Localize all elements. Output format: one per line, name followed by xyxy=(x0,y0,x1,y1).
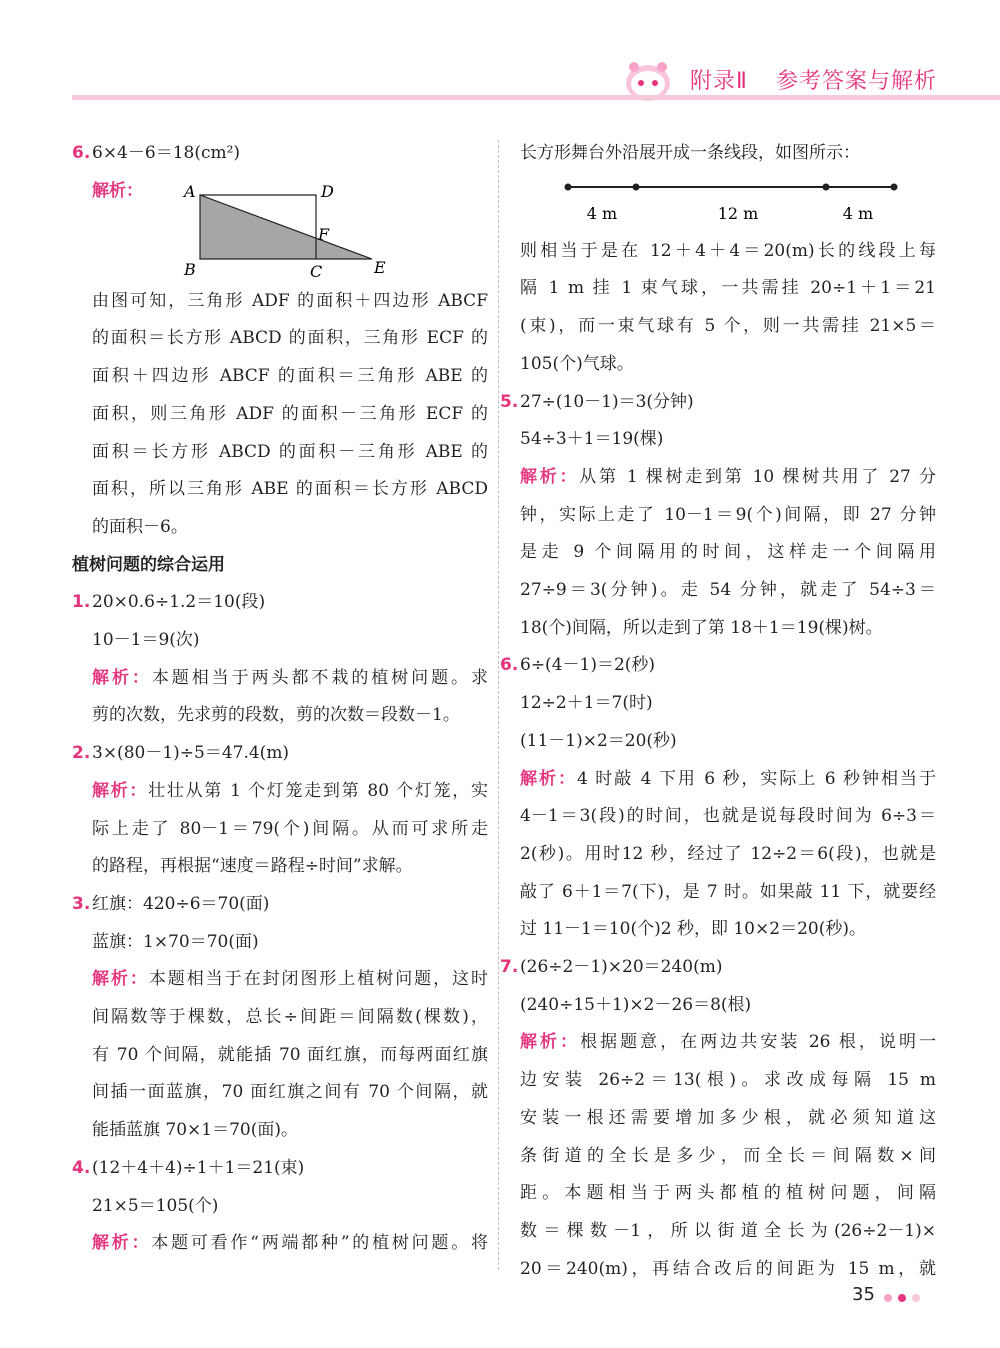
q3-formula-2: 蓝旗：1×70＝70(面) xyxy=(92,931,259,952)
q6r-formula-1: 6. 6÷(4－1)＝2(秒) xyxy=(500,655,656,676)
q7-analysis-7: 20＝240(m)，再结合改后的间距为 15 m，就 xyxy=(520,1258,936,1279)
q5-analysis-1: 解析：从第 1 棵树走到第 10 棵树共用了 27 分 xyxy=(520,466,936,487)
label-a: A xyxy=(184,181,196,201)
header-title: 参考答案与解析 xyxy=(776,69,938,94)
label-f: F xyxy=(318,224,330,244)
label-d: D xyxy=(321,181,334,201)
q5-analysis-5: 18(个)间隔，所以走到了第 18＋1＝19(棵)树。 xyxy=(520,617,883,638)
q6-figure xyxy=(72,173,488,283)
q2-formula-1: 2. 3×(80－1)÷5＝47.4(m) xyxy=(72,743,290,764)
q5-analysis-4: 27÷9＝3(分钟)。走 54 分钟，就走了 54÷3＝ xyxy=(520,580,936,601)
q3-analysis-2: 间隔数等于棵数，总长÷间距＝间隔数(棵数)， xyxy=(92,1007,488,1028)
q7-formula-2: (240÷15＋1)×2－26＝8(根) xyxy=(520,994,752,1015)
segment-diagram xyxy=(550,173,900,233)
q4-continued-1: 长方形舞台外沿展开成一条线段，如图所示： xyxy=(520,143,860,163)
q4-formula-1: 4. (12＋4＋4)÷1＋1＝21(束) xyxy=(72,1157,305,1178)
header-rule xyxy=(72,95,1000,100)
q2-analysis-3: 的路程，再根据“速度＝路程÷时间”求解。 xyxy=(92,856,413,877)
q3-analysis-4: 间插一面蓝旗，70 面红旗之间有 70 个间隔，就 xyxy=(92,1082,488,1103)
q7-analysis-5: 距。本题相当于两头都植的植树问题，间隔 xyxy=(520,1183,936,1204)
page-header xyxy=(0,0,1000,110)
label-c: C xyxy=(310,261,323,281)
q2-analysis-2: 际上走了 80－1＝79(个)间隔。从而可求所走 xyxy=(92,818,488,839)
q6r-formula-2: 12÷2＋1＝7(时) xyxy=(520,693,653,714)
q6r-analysis-5: 过 11－1＝10(个)2 秒，即 10×2＝20(秒)。 xyxy=(520,919,866,940)
right-column xyxy=(500,135,937,1288)
q6-formula: 6. 6×4－6＝18(cm²) xyxy=(72,135,488,173)
q6r-analysis-4: 敲了 6＋1＝7(下)，是 7 时。如果敲 11 下，就要经 xyxy=(520,881,936,902)
q4-analysis-1: 解析：本题可看作“两端都种”的植树问题。将 xyxy=(92,1233,488,1254)
q4-continued-3: 隔 1 m 挂 1 束气球，一共需挂 20÷1＋1＝21 xyxy=(520,278,936,299)
q2-analysis-1: 解析：壮壮从第 1 个灯笼走到第 80 个灯笼，实 xyxy=(92,780,489,801)
page-number: 35 xyxy=(852,1284,875,1305)
footer-dots-icon xyxy=(880,1290,930,1306)
q3-formula-1: 3. 红旗：420÷6＝70(面) xyxy=(72,893,270,914)
section-title: 植树问题的综合运用 xyxy=(72,554,225,575)
q6r-formula-3: (11－1)×2＝20(秒) xyxy=(520,730,677,751)
q7-analysis-3: 安装一根还需要增加多少根，就必须知道这 xyxy=(520,1107,936,1128)
header-section: 附录Ⅱ xyxy=(690,69,748,94)
q7-analysis-4: 条街道的全长是多少，而全长＝间隔数×间 xyxy=(520,1145,936,1166)
segment-label-2: 12 m xyxy=(717,203,759,223)
q6r-analysis-1: 解析：4 时敲 4 下用 6 秒，实际上 6 秒钟相当于 xyxy=(520,768,937,789)
q4-continued-2: 则相当于是在 12＋4＋4＝20(m)长的线段上每 xyxy=(520,240,936,261)
q1-analysis-1: 解析：本题相当于两头都不栽的植树问题。求 xyxy=(92,667,489,688)
q6-line-6: 面积，所以三角形 ABE 的面积＝长方形 ABCD xyxy=(92,479,488,500)
label-b: B xyxy=(184,259,196,279)
left-column xyxy=(72,135,488,1263)
column-divider xyxy=(498,140,499,1270)
q1-formula-2: 10－1＝9(次) xyxy=(92,630,200,651)
q4-continued-4: (束)，而一束气球有 5 个，则一共需挂 21×5＝ xyxy=(520,316,936,337)
q6r-analysis-3: 2(秒)。用时12 秒，经过了 12÷2＝6(段)，也就是 xyxy=(520,843,936,864)
segment-label-3: 4 m xyxy=(842,203,874,223)
q6-line-4: 面积，则三角形 ADF 的面积－三角形 ECF 的 xyxy=(92,403,488,424)
q3-analysis-1: 解析：本题相当于在封闭图形上植树问题，这时 xyxy=(92,969,489,990)
segment-label-1: 4 m xyxy=(586,203,618,223)
trapezoid-diagram xyxy=(176,181,496,281)
q7-formula-1: 7. (26÷2－1)×20＝240(m) xyxy=(500,957,723,978)
q5-analysis-3: 是走 9 个间隔用的时间，这样走一个间隔用 xyxy=(520,542,936,563)
q6-line-2: 的面积＝长方形 ABCD 的面积，三角形 ECF 的 xyxy=(92,328,488,349)
q6-line-5: 面积＝长方形 ABCD 的面积－三角形 ABE 的 xyxy=(92,441,488,462)
analysis-label: 解析： xyxy=(92,180,143,201)
q5-formula-1: 5. 27÷(10－1)＝3(分钟) xyxy=(500,391,694,412)
q6r-analysis-2: 4－1＝3(段)的时间，也就是说每段时间为 6÷3＝ xyxy=(520,806,936,827)
segment-figure xyxy=(520,173,936,233)
q4-continued-5: 105(个)气球。 xyxy=(520,353,634,374)
q5-analysis-2: 钟，实际上走了 10－1＝9(个)间隔，即 27 分钟 xyxy=(520,504,936,525)
q7-analysis-6: 数＝棵数－1，所以街道全长为(26÷2－1)× xyxy=(520,1220,936,1241)
q3-analysis-5: 能插蓝旗 70×1＝70(面)。 xyxy=(92,1120,298,1141)
q6-line-1: 由图可知，三角形 ADF 的面积＋四边形 ABCF xyxy=(92,290,488,311)
question-number: 6. xyxy=(72,143,91,163)
q7-analysis-2: 边安装 26÷2＝13(根)。求改成每隔 15 m xyxy=(520,1070,936,1091)
q7-analysis-1: 解析：根据题意，在两边共安装 26 根，说明一 xyxy=(520,1032,936,1053)
q6-line-7: 的面积－6。 xyxy=(92,516,188,537)
label-e: E xyxy=(374,257,386,277)
q4-formula-2: 21×5＝105(个) xyxy=(92,1195,219,1216)
q6-line-3: 面积＋四边形 ABCF 的面积＝三角形 ABE 的 xyxy=(92,366,488,387)
q1-formula-1: 1. 20×0.6÷1.2＝10(段) xyxy=(72,592,266,613)
q5-formula-2: 54÷3＋1＝19(棵) xyxy=(520,429,664,450)
q3-analysis-3: 有 70 个间隔，就能插 70 面红旗，而每两面红旗 xyxy=(92,1044,488,1065)
q1-analysis-2: 剪的次数，先求剪的段数，剪的次数＝段数－1。 xyxy=(92,705,460,726)
